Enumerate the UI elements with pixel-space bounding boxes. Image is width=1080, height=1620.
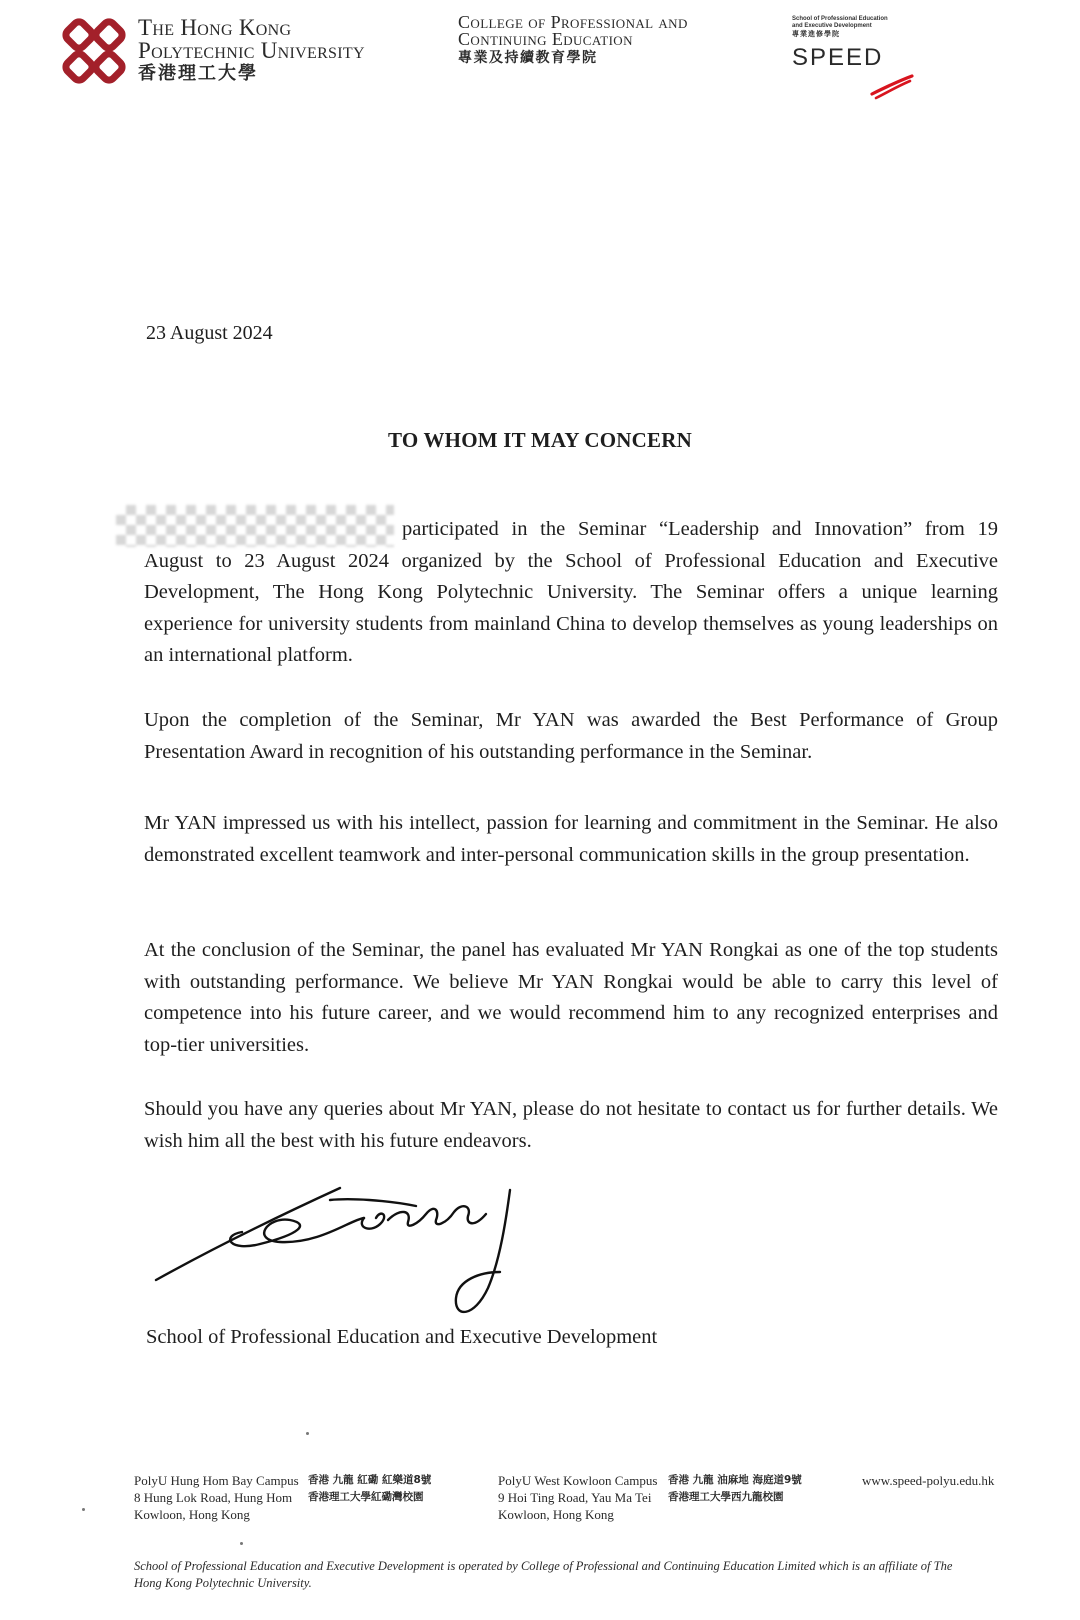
website-link[interactable]: www.speed-polyu.edu.hk — [862, 1473, 995, 1488]
paragraph-4: At the conclusion of the Seminar, the panel has evaluated Mr YAN Rongkai as one of the top students with outstanding performance. We believe Mr YAN Rongkai would be able to carry this level of competence into his future career, and we would recommend him to any recognized enterprises and top-tier universities. — [144, 939, 998, 1056]
west-kowloon-address-zh — [668, 1472, 802, 1506]
letter-date: 23 August 2024 — [146, 322, 273, 344]
signature-icon — [150, 1180, 560, 1350]
paragraph-5: Should you have any queries about Mr YAN, please do not hesitate to contact us for further details. We wish him all the best with his future endeavors. — [144, 1098, 998, 1152]
west-kowloon-address — [498, 1472, 657, 1523]
scan-speck — [306, 1432, 309, 1435]
west-kowloon-address-line-2: 9 Hoi Ting Road, Yau Ma Tei — [498, 1490, 652, 1505]
speed-small-zh: 專業進修學院 — [792, 30, 840, 38]
scan-speck — [240, 1542, 243, 1545]
scan-speck — [82, 1508, 85, 1511]
speed-small-line-1: School of Professional Education — [792, 16, 888, 22]
polyu-logo-icon — [62, 18, 130, 88]
hung-hom-address-zh-line-1: 香港 九龍 紅磡 紅樂道8號 — [308, 1474, 432, 1486]
west-kowloon-address-zh-line-2: 香港理工大學西九龍校園 — [668, 1491, 784, 1503]
cpce-name-line-1: College of Professional and — [458, 12, 688, 32]
affiliation-note: School of Professional Education and Executive Development is operated by College of Professional and Continuing Education Limited which is an affiliate of The Hong Kong Polytechnic University. — [134, 1559, 953, 1590]
speed-wordmark: SPEED — [792, 44, 884, 71]
paragraph-2: Upon the completion of the Seminar, Mr YAN was awarded the Best Performance of Group Presentation Award in recognition of his outstanding performance in the Seminar. — [144, 709, 998, 763]
hung-hom-address-zh — [308, 1472, 431, 1506]
letter-title: TO WHOM IT MAY CONCERN — [388, 428, 692, 452]
speed-small-line-2: and Executive Development — [792, 23, 872, 29]
cpce-name — [458, 14, 758, 68]
cpce-name-zh: 專業及持續教育學院 — [458, 50, 598, 66]
west-kowloon-address-zh-line-1: 香港 九龍 油麻地 海庭道9號 — [668, 1474, 802, 1486]
signatory-office: School of Professional Education and Executive Development — [146, 1326, 658, 1348]
hung-hom-address-line-2: 8 Hung Lok Road, Hung Hom — [134, 1490, 293, 1505]
hung-hom-address-zh-line-2: 香港理工大學紅磡灣校園 — [308, 1491, 424, 1503]
hung-hom-address — [134, 1472, 299, 1523]
polyu-name-zh: 香港理工大學 — [138, 63, 258, 84]
paragraph-3: Mr YAN impressed us with his intellect, passion for learning and commitment in the Seminar. He also demonstrated excellent teamwork and inter-personal communication skills in the group presentation. — [144, 812, 998, 866]
cpce-name-line-2: Continuing Education — [458, 29, 633, 49]
hung-hom-address-line-1: PolyU Hung Hom Bay Campus — [134, 1473, 299, 1488]
hung-hom-address-line-3: Kowloon, Hong Kong — [134, 1507, 250, 1522]
speed-logo — [792, 16, 932, 71]
paragraph-1: participated in the Seminar “Leadership and Innovation” from 19 August to 23 August 2024 organized by the School of Professional Education and Executive Development, The Hong Kong Polytechnic University. The Seminar offers a unique learning experience for university students from mainland China to develop themselves as young leaderships on an international platform. — [144, 518, 998, 666]
polyu-name — [138, 16, 438, 86]
west-kowloon-address-line-3: Kowloon, Hong Kong — [498, 1507, 614, 1522]
polyu-name-line-2: Polytechnic University — [138, 38, 365, 63]
speed-swoosh-icon — [870, 74, 914, 100]
polyu-name-line-1: The Hong Kong — [138, 15, 292, 40]
west-kowloon-address-line-1: PolyU West Kowloon Campus — [498, 1473, 658, 1488]
redacted-name — [116, 505, 394, 547]
